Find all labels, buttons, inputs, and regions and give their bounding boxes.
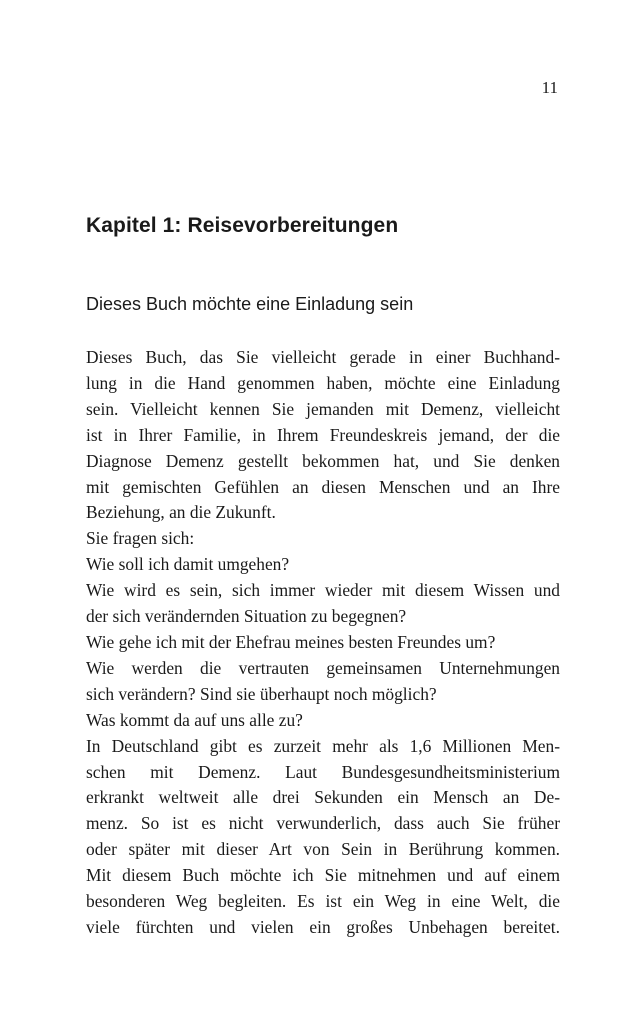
- body-line: ist in Ihrer Familie, in Ihrem Freundeskreis jemand, der die: [86, 424, 560, 445]
- body-line: Beziehung, an die Zukunft.: [86, 502, 276, 523]
- body-line: der sich verändernden Situation zu begegnen?: [86, 606, 407, 627]
- body-line: Was kommt da auf uns alle zu?: [86, 709, 303, 730]
- body-line: Wie wird es sein, sich immer wieder mit diesem Wissen und: [86, 580, 560, 601]
- body-line: Diagnose Demenz gestellt bekommen hat, und Sie denken: [86, 450, 560, 471]
- body-line: lung in die Hand genommen haben, möchte eine Einladung: [86, 372, 560, 393]
- body-line: sich verändern? Sind sie überhaupt noch möglich?: [86, 683, 437, 704]
- body-line: viele fürchten und vielen ein großes Unbehagen bereitet.: [86, 916, 560, 937]
- chapter-title: Kapitel 1: Reisevorbereitungen: [86, 214, 399, 237]
- body-line: Wie gehe ich mit der Ehefrau meines besten Freundes um?: [86, 631, 496, 652]
- body-line: Sie fragen sich:: [86, 528, 195, 549]
- body-line: Wie werden die vertrauten gemeinsamen Unternehmungen: [86, 657, 560, 678]
- body-line: menz. So ist es nicht verwunderlich, dass auch Sie früher: [86, 813, 560, 834]
- body-line: In Deutschland gibt es zurzeit mehr als 1,6 Millionen Men-: [86, 735, 560, 756]
- body-text: [86, 345, 560, 941]
- body-line: besonderen Weg begleiten. Es ist ein Weg in eine Welt, die: [86, 891, 560, 912]
- section-title: Dieses Buch möchte eine Einladung sein: [86, 294, 414, 314]
- body-line: erkrankt weltweit alle drei Sekunden ein Mensch an De-: [86, 787, 560, 808]
- page-number: 11: [541, 78, 558, 97]
- body-line: Mit diesem Buch möchte ich Sie mitnehmen und auf einem: [86, 865, 560, 886]
- body-line: mit gemischten Gefühlen an diesen Menschen und an Ihre: [86, 476, 560, 497]
- body-line: Dieses Buch, das Sie vielleicht gerade in einer Buchhand-: [86, 347, 560, 367]
- body-line: sein. Vielleicht kennen Sie jemanden mit Demenz, vielleicht: [86, 398, 560, 419]
- body-line: Wie soll ich damit umgehen?: [86, 554, 290, 575]
- body-line: schen mit Demenz. Laut Bundesgesundheitsministerium: [86, 761, 560, 782]
- body-line: oder später mit dieser Art von Sein in Berührung kommen.: [86, 839, 560, 860]
